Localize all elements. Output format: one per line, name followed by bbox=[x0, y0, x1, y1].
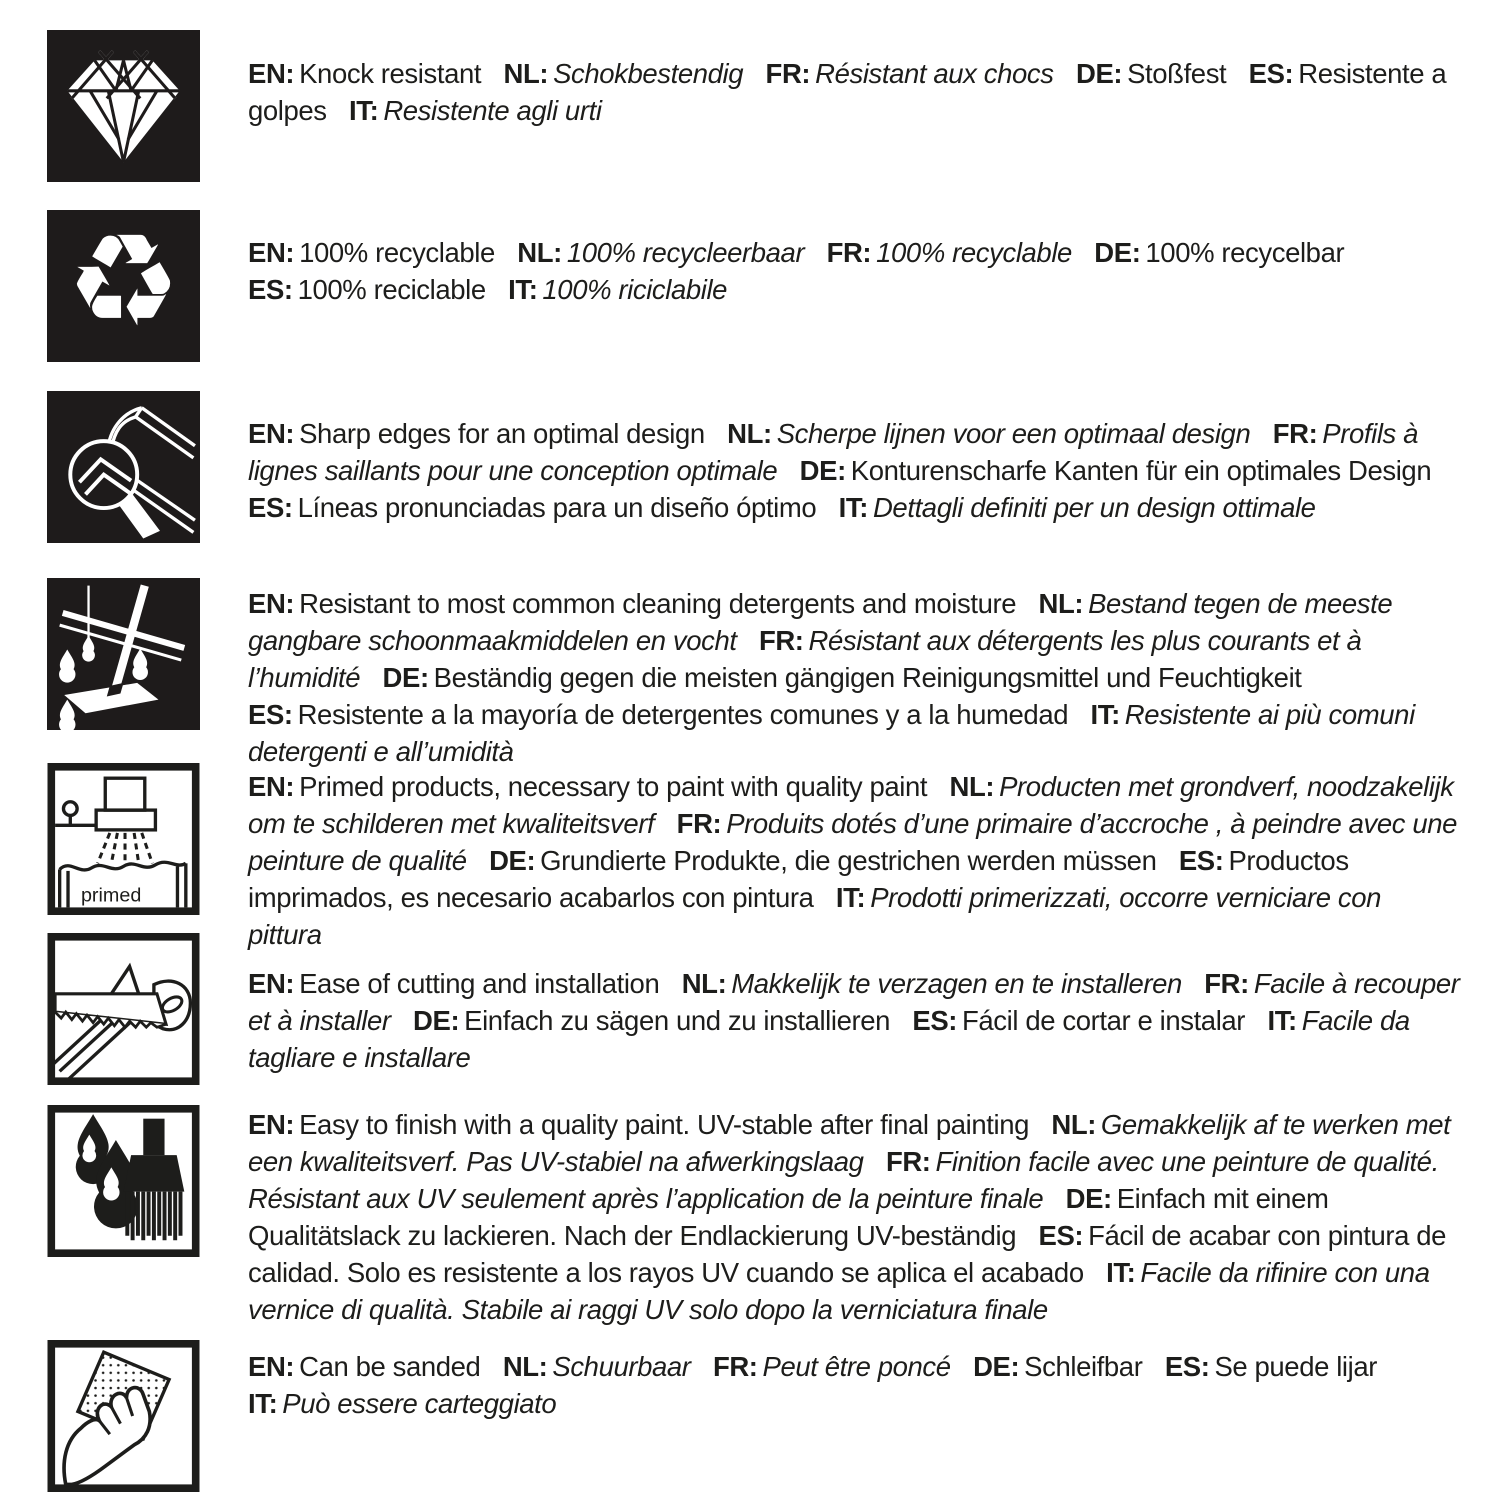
feature-description: Résistant aux détergents les plus courants et à l’humidité bbox=[248, 625, 1362, 693]
feature-description: Einfach zu sägen und zu installieren bbox=[464, 1005, 891, 1036]
language-label: ES: bbox=[248, 492, 293, 523]
language-label: EN: bbox=[248, 968, 295, 999]
language-label: NL: bbox=[727, 418, 772, 449]
feature-description: Dettagli definiti per un design ottimale bbox=[872, 492, 1316, 523]
feature-segment-en bbox=[248, 588, 1016, 619]
language-label: EN: bbox=[248, 58, 295, 89]
diamond-icon-art bbox=[47, 30, 200, 182]
feature-text bbox=[248, 1348, 1466, 1422]
feature-description: Facile da tagliare e installare bbox=[248, 1005, 1410, 1073]
language-label: IT: bbox=[838, 492, 869, 523]
feature-description: Productos imprimados, es necesario acabarlos con pintura bbox=[248, 845, 1349, 913]
feature-description: Facile da rifinire con una vernice di qualità. Stabile ai raggi UV solo dopo la verniciatura finale bbox=[248, 1257, 1430, 1325]
language-label: ES: bbox=[1038, 1220, 1084, 1251]
feature-segment-es bbox=[248, 274, 486, 305]
sanding-hand-icon-art bbox=[47, 1340, 200, 1492]
language-label: IT: bbox=[1090, 699, 1120, 730]
feature-text bbox=[248, 234, 1466, 308]
feature-segment-es bbox=[248, 699, 1068, 730]
feature-description: Ease of cutting and installation bbox=[299, 968, 660, 999]
feature-description: Stoßfest bbox=[1127, 58, 1227, 89]
feature-description: Produits dotés d’une primaire d’accroche , à peindre avec une peinture de qualité bbox=[248, 808, 1457, 876]
feature-segment-fr bbox=[827, 237, 1072, 268]
language-label: DE: bbox=[799, 455, 846, 486]
feature-segment-nl bbox=[727, 418, 1250, 449]
feature-description: 100% recycelbar bbox=[1145, 237, 1345, 268]
feature-segment-fr bbox=[766, 58, 1054, 89]
feature-segment-nl bbox=[504, 58, 744, 89]
feature-description: Resistant to most common cleaning detergents and moisture bbox=[299, 588, 1017, 619]
feature-description: Finition facile avec une peinture de qualité. Résistant aux UV seulement après l’application de la peinture finale bbox=[248, 1146, 1439, 1214]
language-label: NL: bbox=[503, 58, 549, 89]
language-label: ES: bbox=[248, 699, 293, 730]
primer-spray-icon-art bbox=[47, 763, 200, 915]
language-label: ES: bbox=[912, 1005, 958, 1036]
language-label: NL: bbox=[1051, 1109, 1096, 1140]
language-label: EN: bbox=[248, 771, 295, 802]
feature-description: Facile à recouper et à installer bbox=[248, 968, 1460, 1036]
language-label: FR: bbox=[885, 1146, 931, 1177]
language-label: IT: bbox=[248, 1388, 278, 1419]
feature-description: Fácil de cortar e instalar bbox=[962, 1005, 1246, 1036]
feature-text bbox=[248, 768, 1466, 953]
feature-segment-en bbox=[248, 1351, 480, 1382]
language-label: DE: bbox=[413, 1005, 460, 1036]
feature-description: Can be sanded bbox=[299, 1351, 481, 1382]
language-label: FR: bbox=[676, 808, 722, 839]
feature-description: Schuurbaar bbox=[552, 1351, 691, 1382]
feature-segment-nl bbox=[503, 1351, 691, 1382]
feature-description: Einfach mit einem Qualitätslack zu lackieren. Nach der Endlackierung UV-beständig bbox=[248, 1183, 1329, 1251]
language-label: DE: bbox=[382, 662, 429, 693]
feature-description: Líneas pronunciadas para un diseño óptimo bbox=[297, 492, 817, 523]
feature-segment-it bbox=[839, 492, 1316, 523]
magnifier-profile-icon-art bbox=[47, 391, 200, 543]
primed-label: primed bbox=[80, 884, 142, 907]
feature-segment-de bbox=[413, 1005, 890, 1036]
feature-segment-nl bbox=[682, 968, 1182, 999]
feature-description: Primed products, necessary to paint with quality paint bbox=[299, 771, 928, 802]
feature-segment-de bbox=[489, 845, 1156, 876]
language-label: IT: bbox=[508, 274, 538, 305]
saw-cutting-icon bbox=[47, 933, 200, 1085]
feature-description: Knock resistant bbox=[299, 58, 482, 89]
feature-segment-es bbox=[912, 1005, 1245, 1036]
feature-description: Schokbestendig bbox=[553, 58, 744, 89]
feature-segment-es bbox=[1165, 1351, 1377, 1382]
language-label: FR: bbox=[758, 625, 804, 656]
language-label: EN: bbox=[248, 418, 295, 449]
feature-segment-it bbox=[508, 274, 727, 305]
language-label: ES: bbox=[248, 274, 293, 305]
feature-segment-de bbox=[1094, 237, 1344, 268]
feature-description: Producten met grondverf, noodzakelijk om te schilderen met kwaliteitsverf bbox=[248, 771, 1454, 839]
feature-description: 100% recyclable bbox=[876, 237, 1072, 268]
recycle-icon bbox=[47, 207, 200, 362]
feature-text bbox=[248, 585, 1466, 770]
paint-drops-brush-icon bbox=[47, 1105, 200, 1257]
language-label: EN: bbox=[248, 588, 295, 619]
feature-text bbox=[248, 1106, 1466, 1328]
language-label: EN: bbox=[248, 237, 295, 268]
language-label: FR: bbox=[1272, 418, 1318, 449]
language-label: NL: bbox=[681, 968, 727, 999]
feature-segment-en bbox=[248, 237, 495, 268]
feature-segment-it bbox=[349, 95, 602, 126]
feature-description: Bestand tegen de meeste gangbare schoonmaakmiddelen en vocht bbox=[248, 588, 1393, 656]
feature-description: Profils à lignes saillants pour une conception optimale bbox=[248, 418, 1419, 486]
language-label: DE: bbox=[973, 1351, 1020, 1382]
feature-description: Beständig gegen die meisten gängigen Reinigungsmittel und Feuchtigkeit bbox=[433, 662, 1302, 693]
feature-segment-en bbox=[248, 418, 705, 449]
diamond-icon bbox=[47, 30, 200, 182]
language-label: ES: bbox=[1248, 58, 1294, 89]
feature-description: Gemakkelijk af te werken met een kwaliteitsverf. Pas UV-stabiel na afwerkingslaag bbox=[248, 1109, 1451, 1177]
feature-segment-nl bbox=[517, 237, 804, 268]
feature-text bbox=[248, 965, 1466, 1076]
feature-segment-en bbox=[248, 1109, 1029, 1140]
feature-description: Se puede lijar bbox=[1214, 1351, 1378, 1382]
feature-segment-fr bbox=[713, 1351, 951, 1382]
language-label: NL: bbox=[949, 771, 995, 802]
feature-description: Résistant aux chocs bbox=[815, 58, 1054, 89]
feature-description: Grundierte Produkte, die gestrichen werden müssen bbox=[540, 845, 1157, 876]
language-label: NL: bbox=[1038, 588, 1084, 619]
feature-segment-en bbox=[248, 58, 481, 89]
feature-description: Resistente a golpes bbox=[248, 58, 1447, 126]
feature-description: Peut être poncé bbox=[762, 1351, 951, 1382]
feature-description: Può essere carteggiato bbox=[282, 1388, 557, 1419]
feature-description: Resistente a la mayoría de detergentes comunes y a la humedad bbox=[297, 699, 1069, 730]
language-label: DE: bbox=[489, 845, 536, 876]
language-label: NL: bbox=[502, 1351, 548, 1382]
language-label: EN: bbox=[248, 1351, 295, 1382]
feature-segment-de bbox=[800, 455, 1432, 486]
feature-description: Prodotti primerizzati, occorre verniciare con pittura bbox=[248, 882, 1381, 950]
feature-description: 100% recycleerbaar bbox=[566, 237, 805, 268]
feature-description: Scherpe lijnen voor een optimaal design bbox=[776, 418, 1251, 449]
feature-description: Resistente agli urti bbox=[383, 95, 602, 126]
feature-description: 100% riciclabile bbox=[542, 274, 728, 305]
sanding-hand-icon bbox=[47, 1340, 200, 1492]
language-label: IT: bbox=[349, 95, 379, 126]
language-label: IT: bbox=[1106, 1257, 1136, 1288]
feature-text bbox=[248, 415, 1466, 526]
feature-segment-de bbox=[973, 1351, 1142, 1382]
feature-segment-de bbox=[383, 662, 1302, 693]
language-label: IT: bbox=[1267, 1005, 1297, 1036]
feature-description: Fácil de acabar con pintura de calidad. Solo es resistente a los rayos UV cuando se aplica el acabado bbox=[248, 1220, 1447, 1288]
feature-description: Schleifbar bbox=[1024, 1351, 1143, 1382]
language-label: DE: bbox=[1065, 1183, 1112, 1214]
language-label: EN: bbox=[248, 1109, 295, 1140]
mop-cleaning-icon-art bbox=[47, 578, 200, 730]
feature-segment-es bbox=[248, 492, 816, 523]
feature-description: Easy to finish with a quality paint. UV-stable after final painting bbox=[299, 1109, 1029, 1140]
primer-spray-icon bbox=[47, 763, 200, 915]
language-label: FR: bbox=[712, 1351, 758, 1382]
language-label: FR: bbox=[1204, 968, 1249, 999]
language-label: DE: bbox=[1094, 237, 1141, 268]
language-label: ES: bbox=[1178, 845, 1224, 876]
language-label: IT: bbox=[835, 882, 866, 913]
feature-segment-de bbox=[1076, 58, 1226, 89]
language-label: DE: bbox=[1075, 58, 1123, 89]
feature-segment-en bbox=[248, 968, 659, 999]
saw-cutting-icon-art bbox=[47, 933, 200, 1085]
feature-description: 100% reciclable bbox=[297, 274, 486, 305]
language-label: FR: bbox=[765, 58, 811, 89]
paint-drops-brush-icon-art bbox=[47, 1105, 200, 1257]
recycle-symbol: ♻ bbox=[66, 207, 181, 356]
magnifier-profile-icon bbox=[47, 391, 200, 543]
feature-description: 100% recyclable bbox=[299, 237, 495, 268]
language-label: NL: bbox=[517, 237, 562, 268]
feature-description: Makkelijk te verzagen en te installeren bbox=[731, 968, 1182, 999]
feature-description: Resistente ai più comuni detergenti e all’umidità bbox=[248, 699, 1415, 767]
feature-segment-en bbox=[248, 771, 927, 802]
mop-cleaning-icon bbox=[47, 578, 200, 730]
language-label: ES: bbox=[1164, 1351, 1210, 1382]
feature-description: Konturenscharfe Kanten für ein optimales Design bbox=[850, 455, 1432, 486]
feature-segment-it bbox=[248, 1388, 556, 1419]
language-label: FR: bbox=[826, 237, 872, 268]
feature-text bbox=[248, 55, 1466, 129]
feature-description: Sharp edges for an optimal design bbox=[299, 418, 705, 449]
